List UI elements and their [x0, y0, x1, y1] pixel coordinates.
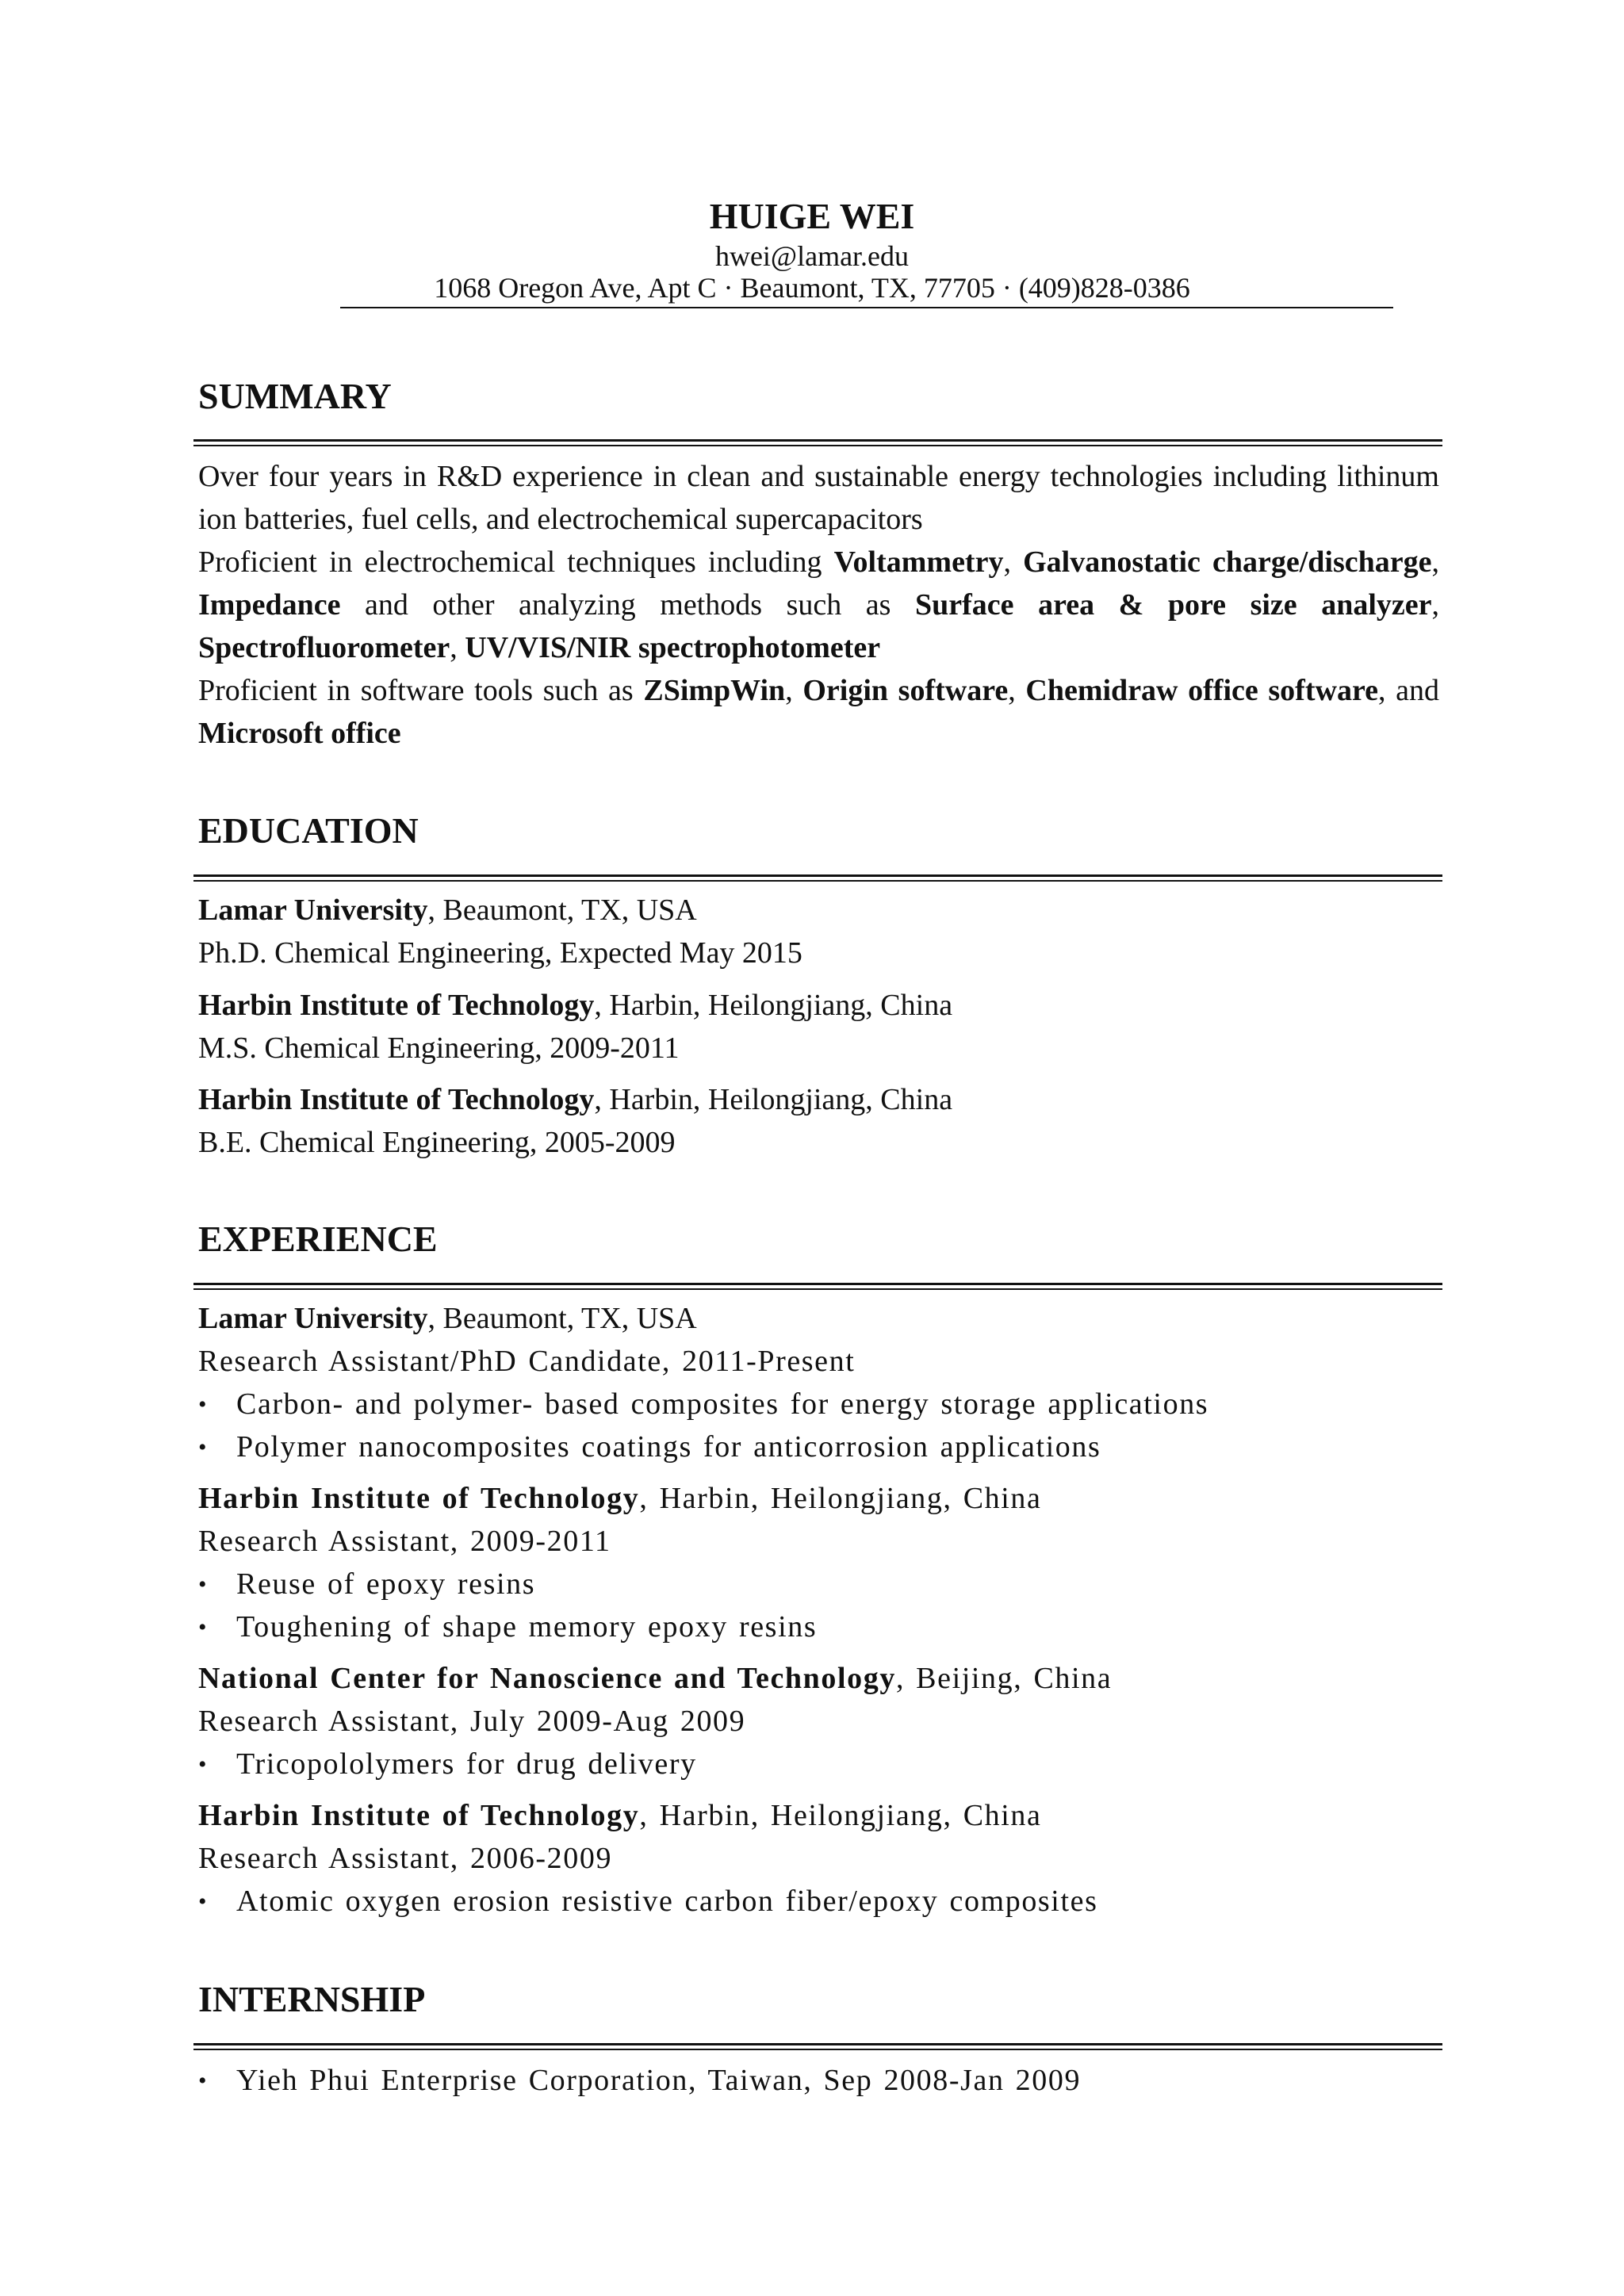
list-item: • Yieh Phui Enterprise Corporation, Taiwan, Sep 2008-Jan 2009 [198, 2059, 1081, 2103]
bullet-icon: • [198, 1751, 209, 1777]
bullet-icon: • [198, 1434, 209, 1460]
header-divider [340, 307, 1393, 308]
bullet-icon: • [198, 1888, 209, 1915]
email-address: hwei@lamar.edu [714, 240, 910, 272]
bullet-icon: • [198, 1391, 209, 1418]
summary-paragraph-techniques: Proficient in electrochemical techniques including Voltammetry, Galvanostatic charge/discharge, Impedance and other analyzing methods such as Surface area & pore size analyzer, Spectrofluorometer, UV/VIS/NIR spectrophotometer [198, 545, 1440, 664]
internship-heading: INTERNSHIP [198, 1979, 426, 2019]
postal-address: 1068 Oregon Ave, Apt C · Beaumont, TX, 77705 · (409)828-0386 [434, 272, 1190, 304]
education-degree: Ph.D. Chemical Engineering, Expected May 2015 [198, 936, 802, 970]
summary-body [198, 455, 1439, 755]
education-degree: B.E. Chemical Engineering, 2005-2009 [198, 1126, 676, 1159]
bullet-icon: • [198, 2068, 209, 2094]
education-degree: M.S. Chemical Engineering, 2009-2011 [198, 1031, 680, 1065]
list-item: • Atomic oxygen erosion resistive carbon fiber/epoxy composites [198, 1880, 1097, 1923]
list-item: • Reuse of epoxy resins [198, 1563, 535, 1606]
experience-organization-line: Harbin Institute of Technology, Harbin, Heilongjiang, China [198, 1799, 1042, 1832]
education-institution-line: Lamar University, Beaumont, TX, USA [198, 894, 697, 927]
experience-organization-line: Lamar University, Beaumont, TX, USA [198, 1302, 697, 1335]
list-item: • Carbon- and polymer- based composites for energy storage applications [198, 1383, 1208, 1426]
education-divider [193, 874, 1442, 882]
summary-divider [193, 439, 1442, 446]
education-institution-line: Harbin Institute of Technology, Harbin, Heilongjiang, China [198, 989, 953, 1022]
experience-divider [193, 1283, 1442, 1290]
list-item: • Tricopololymers for drug delivery [198, 1743, 697, 1786]
bullet-icon: • [198, 1614, 209, 1640]
list-item: • Polymer nanocomposites coatings for anticorrosion applications [198, 1425, 1101, 1469]
applicant-name: HUIGE WEI [709, 196, 915, 236]
experience-organization-line: Harbin Institute of Technology, Harbin, Heilongjiang, China [198, 1482, 1042, 1515]
experience-role: Research Assistant, 2006-2009 [198, 1842, 613, 1875]
education-heading: EDUCATION [198, 810, 419, 851]
internship-divider [193, 2043, 1442, 2050]
experience-role: Research Assistant/PhD Candidate, 2011-Present [198, 1345, 856, 1378]
experience-heading: EXPERIENCE [198, 1219, 438, 1259]
summary-paragraph-experience: Over four years in R&D experience in clean and sustainable energy technologies including lithinum ion batteries, fuel cells, and electrochemical supercapacitors [198, 460, 1439, 536]
experience-role: Research Assistant, 2009-2011 [198, 1525, 611, 1558]
summary-heading: SUMMARY [198, 376, 392, 416]
summary-paragraph-software: Proficient in software tools such as ZSimpWin, Origin software, Chemidraw office software, and Microsoft office [198, 674, 1439, 750]
list-item: • Toughening of shape memory epoxy resins [198, 1605, 817, 1649]
education-institution-line: Harbin Institute of Technology, Harbin, Heilongjiang, China [198, 1083, 953, 1116]
bullet-icon: • [198, 1571, 209, 1598]
experience-organization-line: National Center for Nanoscience and Technology, Beijing, China [198, 1662, 1113, 1695]
experience-role: Research Assistant, July 2009-Aug 2009 [198, 1705, 746, 1738]
